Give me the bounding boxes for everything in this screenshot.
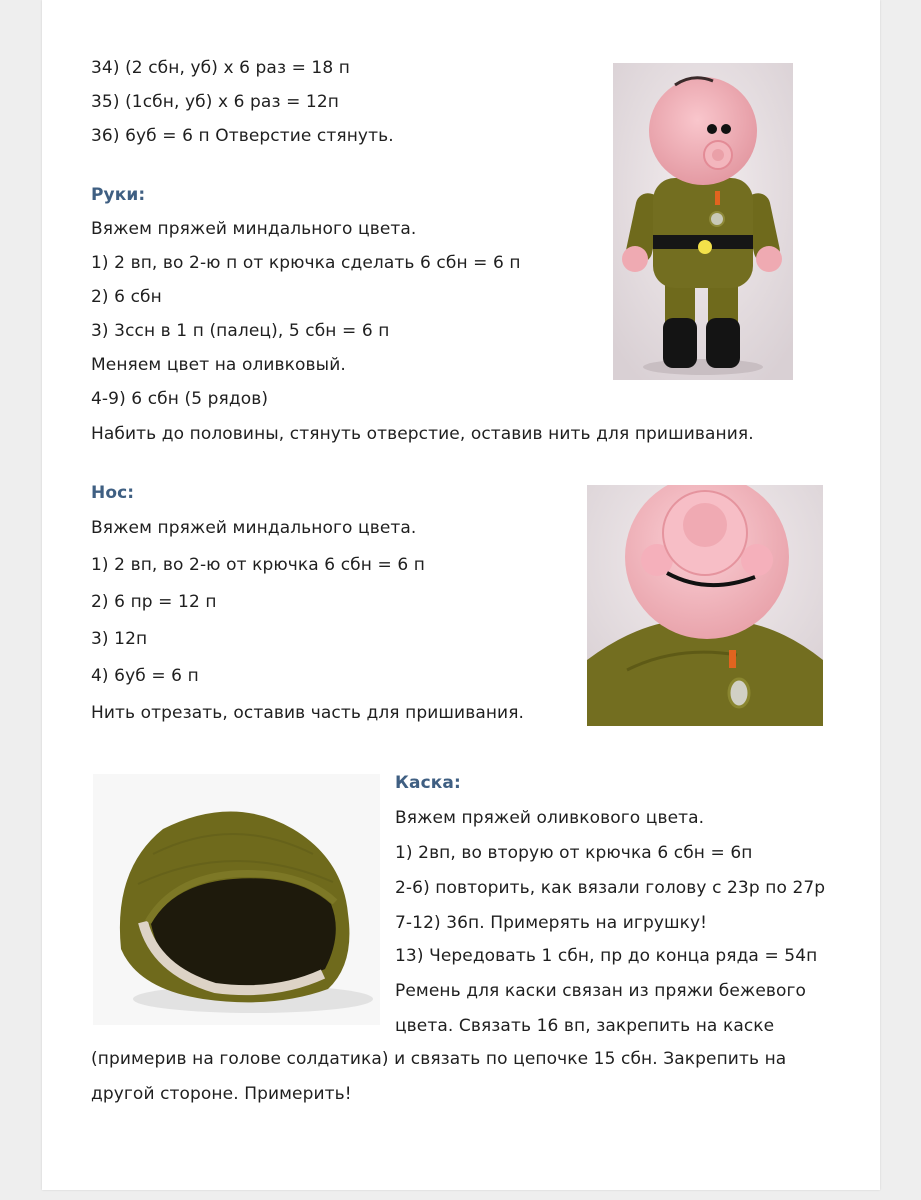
- arms-line-3: 2) 6 сбн: [91, 287, 162, 307]
- nose-heading: Нос:: [91, 483, 135, 503]
- helmet-heading: Каска:: [395, 773, 461, 793]
- arms-line-5: Меняем цвет на оливковый.: [91, 355, 346, 375]
- arms-line-2: 1) 2 вп, во 2-ю п от крючка сделать 6 сбн = 6 п: [91, 253, 521, 273]
- nose-line-4: 3) 12п: [91, 629, 148, 649]
- arms-heading: Руки:: [91, 185, 146, 205]
- helmet-photo: [93, 774, 380, 1025]
- soldier-doll-photo: [613, 63, 793, 380]
- helmet-line-3: 2-6) повторить, как вязали голову с 23р по 27р: [395, 878, 826, 898]
- nose-line-1: Вяжем пряжей миндального цвета.: [91, 518, 417, 538]
- nose-line-2: 1) 2 вп, во 2-ю от крючка 6 сбн = 6 п: [91, 555, 425, 575]
- arms-line-6: 4-9) 6 сбн (5 рядов): [91, 389, 269, 409]
- nose-line-3: 2) 6 пр = 12 п: [91, 592, 217, 612]
- arms-line-7: Набить до половины, стянуть отверстие, оставив нить для пришивания.: [91, 424, 754, 444]
- row-35-text: 35) (1сбн, уб) х 6 раз = 12п: [91, 92, 339, 112]
- helmet-line-7: цвета. Связать 16 вп, закрепить на каске: [395, 1016, 775, 1036]
- helmet-line-4: 7-12) 36п. Примерять на игрушку!: [395, 913, 708, 933]
- row-34-text: 34) (2 сбн, уб) х 6 раз = 18 п: [91, 58, 350, 78]
- row-36-text: 36) 6уб = 6 п Отверстие стянуть.: [91, 126, 394, 146]
- helmet-line-5: 13) Чередовать 1 сбн, пр до конца ряда = 54п: [395, 946, 818, 966]
- helmet-line-2: 1) 2вп, во вторую от крючка 6 сбн = 6п: [395, 843, 753, 863]
- helmet-line-8: (примерив на голове солдатика) и связать по цепочке 15 сбн. Закрепить на: [91, 1049, 787, 1069]
- helmet-line-9: другой стороне. Примерить!: [91, 1084, 352, 1104]
- nose-closeup-photo: [587, 485, 823, 726]
- helmet-line-1: Вяжем пряжей оливкового цвета.: [395, 808, 705, 828]
- nose-line-6: Нить отрезать, оставив часть для пришивания.: [91, 703, 525, 723]
- nose-line-5: 4) 6уб = 6 п: [91, 666, 199, 686]
- arms-line-1: Вяжем пряжей миндального цвета.: [91, 219, 417, 239]
- arms-line-4: 3) 3ссн в 1 п (палец), 5 сбн = 6 п: [91, 321, 390, 341]
- helmet-line-6: Ремень для каски связан из пряжи бежевого: [395, 981, 807, 1001]
